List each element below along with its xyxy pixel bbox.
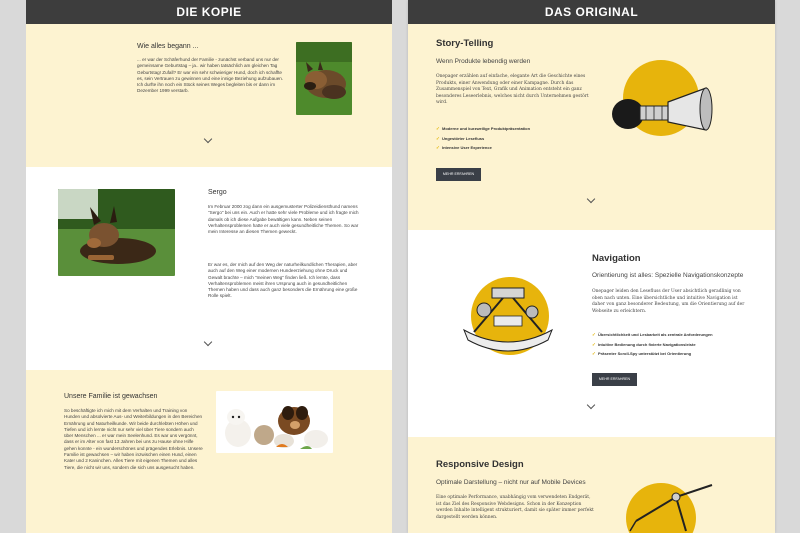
feature-list bbox=[592, 330, 762, 359]
section-text: Onepager erzählen auf einfache, elegante Art die Geschichte eines Produkts, einer Anwendung oder einer Kampagne. Durch das Zusammenspiel von Text, Grafik und Animation entsteht ein ganz besonderes Leseerlebnis, welches nicht durch Unternehmen gestört wird. bbox=[436, 74, 589, 106]
section-title: Wie alles begann ... bbox=[137, 43, 199, 50]
chevron-down-icon[interactable] bbox=[587, 195, 595, 203]
feature-item: ✓ Intensive User Experience bbox=[436, 143, 596, 153]
section-text: Onepager leiden den Lesefluss der User absichtlich geradlinig von oben nach unten. Eine übersichtliche und intuitive Navigation ist daher von ganz besonderer Bedeutung, um die Orientierung auf der Webseite zu erleichtern. bbox=[592, 289, 745, 314]
section-subtitle: Optimale Darstellung – nicht nur auf Mobile Devices bbox=[436, 479, 586, 486]
copy-section-sergo bbox=[26, 167, 392, 370]
learn-more-button[interactable]: MEHR ERFAHREN bbox=[436, 168, 481, 181]
original-section-storytelling bbox=[408, 24, 775, 230]
section-title: Sergo bbox=[208, 189, 227, 196]
section-title: Responsive Design bbox=[436, 459, 524, 470]
section-subtitle: Orientierung ist alles: Spezielle Navigationskonzepte bbox=[592, 272, 744, 279]
section-title: Navigation bbox=[592, 253, 641, 264]
original-column bbox=[408, 0, 775, 533]
copy-section-beginning bbox=[26, 24, 392, 167]
compass-illustration-icon bbox=[616, 481, 716, 533]
dog-photo-sergo bbox=[58, 189, 175, 276]
chevron-down-icon[interactable] bbox=[204, 135, 212, 143]
copy-header: DIE KOPIE bbox=[26, 0, 392, 25]
sextant-illustration-icon bbox=[454, 282, 562, 360]
copy-column bbox=[26, 0, 392, 533]
horn-illustration-icon bbox=[606, 66, 716, 146]
section-title: Story-Telling bbox=[436, 38, 494, 49]
section-text-1: Im Februar 2000 zog dann ein ausgemusterter Polizeidiensthund namens "Sergo" bei uns ein. Auch er hatte sehr viele Probleme und ich fragte mich damals ob ich diese Aufgabe bewältigen kann. Neben seinen Verhaltensproblemen hatte er auch viele gesundheitliche Themen. So war mein Interesse an diesen Themen geweckt. bbox=[208, 204, 359, 235]
original-section-navigation bbox=[408, 230, 775, 437]
section-title: Unsere Familie ist gewachsen bbox=[64, 393, 158, 400]
original-header: DAS ORIGINAL bbox=[408, 0, 775, 25]
section-text: ... er war der Schäferhund der Familie - zunächst verband uns nur der gemeinsame Geburtstag – ja.. wir haben tatsächlich am gleichen Tag Geburtstag! Zufall? Er war ein sehr schwieriger Hund, doch ich schaffte es, sein Vertrauen zu gewinnen und eine innige Beziehung aufzubauen. Ich durfte ihn noch ein Stück seines Weges begleiten bis er dann im Dezember 1999 verstarb. bbox=[137, 57, 284, 94]
dog-photo-lying bbox=[296, 42, 352, 115]
section-subtitle: Wenn Produkte lebendig werden bbox=[436, 58, 531, 65]
feature-item: ✓ Intuitive Bedienung durch fixierte Navigationsleiste bbox=[592, 340, 762, 350]
section-text-2: Er war es, der mich auf den Weg der naturheilkundlichen Therapien, aber auch auf den Weg einer modernen Hundeerziehung ohne Druck und Gewalt brachte – mich "meinen Weg" finden ließ. Ich lernte, dass Verhaltensproblemen meist ihren Ursprung auch in gesundheitlichen Themen haben und dass auch ganz besonders die Ernährung eine große Rolle spielt. bbox=[208, 262, 358, 299]
feature-item: ✓ Ungestörter Lesefluss bbox=[436, 134, 596, 144]
feature-item: ✓ Moderne und kurzweilige Produktpräsentation bbox=[436, 124, 596, 134]
feature-list bbox=[436, 124, 596, 153]
section-text: So beschäftigte ich mich mit dem Verhalten und Training von Hunden und absolvierte Aus- und Weiterbildungen in den Bereichen Ernährung und Naturheilkunde. Wir beide durchlebten Höhen und Tiefen und ich lernte nicht nur sehr viel über Tiere sondern auch über Menschen ... er war mein Seelenhund. Es war uns vergönnt, dass er im Alter von fast 13 Jahren bei uns zu Hause ohne Hilfe gehen konnte - ein wunderschönes und prägendes Erlebnis. Unsere Familie ist gewachsen – wir haben inzwischen einen Hund, einen Kater und 2 Kaninchen. Alles Tiere mit eigenen Themen und alles Tiere, die nicht wir uns, sondern die sich uns ausgesucht haben. bbox=[64, 408, 203, 470]
pets-photo bbox=[216, 391, 333, 453]
section-text: Eine optimale Performance, unabhängig vom verwendeten Endgerät, ist das Ziel des Responsive Webdesigns. Schon in der Konzeption werden Inhalte intelligent strukturiert, damit sie später immer perfekt dargestellt werden können. bbox=[436, 495, 594, 520]
feature-item: ✓ Übersichtlichkeit und Lesbarkeit als zentrale Anforderungen bbox=[592, 330, 762, 340]
learn-more-button[interactable]: MEHR ERFAHREN bbox=[592, 373, 637, 386]
chevron-down-icon[interactable] bbox=[587, 401, 595, 409]
copy-section-family bbox=[26, 370, 392, 533]
feature-item: ✓ Präsenter Scroll-Spy unterstützt bei Orientierung bbox=[592, 349, 762, 359]
chevron-down-icon[interactable] bbox=[204, 338, 212, 346]
original-section-responsive bbox=[408, 437, 775, 533]
